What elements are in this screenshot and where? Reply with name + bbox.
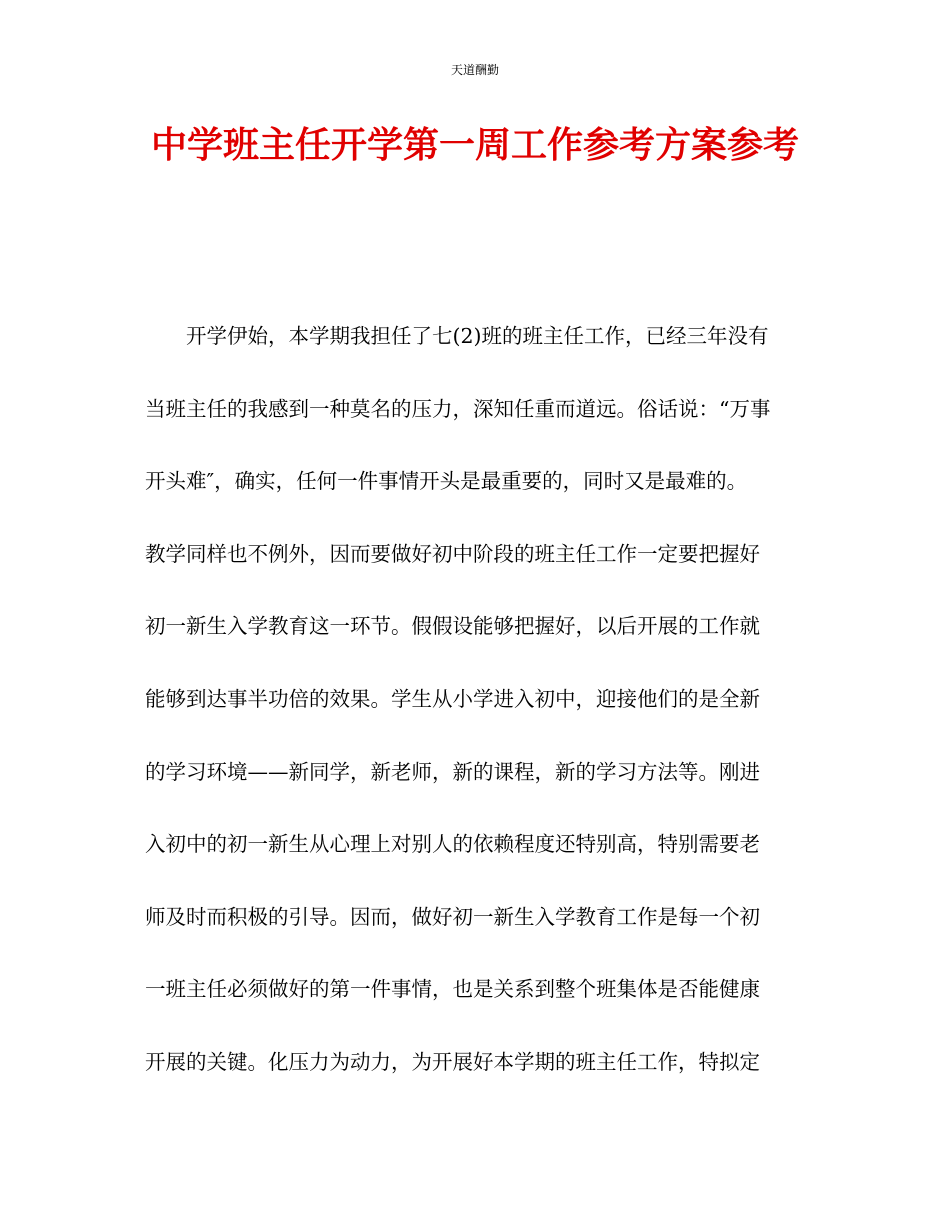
body-paragraph xyxy=(145,318,815,1117)
body-line: 初一新生入学教育这一环节。假假设能够把握好，以后开展的工作就 xyxy=(145,614,760,639)
body-line: 的学习环境——新同学，新老师，新的课程，新的学习方法等。刚进 xyxy=(145,759,760,784)
body-line: 开学伊始，本学期我担任了七(2)班的班主任工作，已经三年没有 xyxy=(186,324,769,348)
body-line: 能够到达事半功倍的效果。学生从小学进入初中，迎接他们的是全新 xyxy=(145,686,760,711)
body-line: 入初中的初一新生从心理上对别人的依赖程度还特别高，特别需要老 xyxy=(145,832,760,857)
document-title: 中学班主任开学第一周工作参考方案参考 xyxy=(150,125,799,166)
body-line: 师及时而积极的引导。因而，做好初一新生入学教育工作是每一个初 xyxy=(145,904,760,929)
body-line: 当班主任的我感到一种莫名的压力，深知任重而道远。俗话说：“万事 xyxy=(145,396,771,421)
page-header: 天道酬勤 xyxy=(450,63,499,77)
body-line: 教学同样也不例外，因而要做好初中阶段的班主任工作一定要把握好 xyxy=(145,541,760,566)
body-line: 一班主任必须做好的第一件事情，也是关系到整个班集体是否能健康 xyxy=(145,977,760,1002)
body-line: 开头难″，确实，任何一件事情开头是最重要的，同时又是最难的。 xyxy=(145,469,748,494)
body-line: 开展的关键。化压力为动力，为开展好本学期的班主任工作，特拟定 xyxy=(145,1049,760,1074)
